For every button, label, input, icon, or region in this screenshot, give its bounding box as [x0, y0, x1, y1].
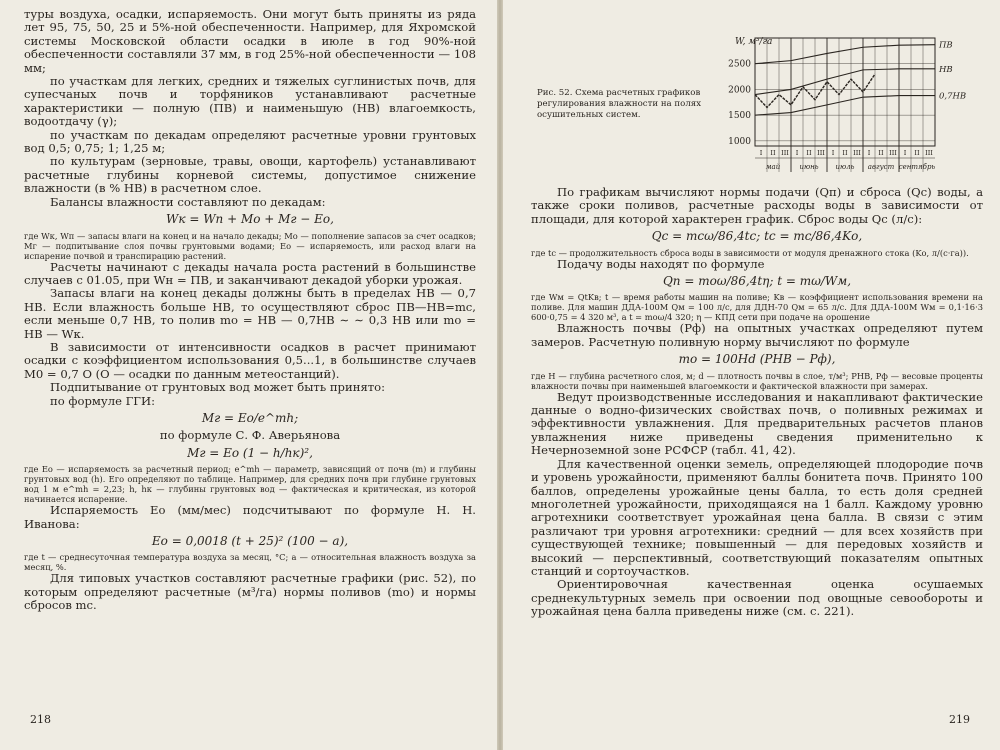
paragraph: Подпитывание от грунтовых вод может быть принято: [50, 380, 386, 395]
month-label: июнь [799, 163, 819, 171]
page-right [503, 0, 1000, 750]
right-page-text [531, 186, 983, 619]
month-label: сентябрь [898, 163, 936, 171]
paragraph: Для качественной оценки земель, определяющей плодородие почв и уровень урожайности, применяют баллы бонитета почв. Принято 100 баллов, определены урожайные цены балла, то есть доля средней многолетней урожайности, приходящаяся на 1 балл. Каждому уровню агротехники соответствует урожайная цена балла. В связи с этим различают три уровня агротехники: средний — для всех хозяйств при существующей технике; повышенный — для передовых хозяйств и высокий — перспективный, соответствующий показателям опытных станций и сортоучастков. [531, 456, 983, 578]
y-axis-label: W, м³/га [735, 37, 773, 47]
formula-notes: где Wм = QtKв; t — время работы машин на поливе; Kв — коэффициент использования времени на поливе. Для машин ДДА-100М Qм = 100 л/с, для ДДН-70 Qм = 65 л/с. Для ДДА-100М Wм = 0,1·16·3 600·0,75 = 4 320 м³, а t = mоω/4 320; η — КПД сети при подаче на орошение [531, 292, 983, 323]
decade-label: I [759, 149, 763, 157]
decade-label: II [842, 149, 848, 157]
y-tick-label: 2000 [728, 85, 751, 96]
decade-label: II [914, 149, 920, 157]
y-tick-label: 1500 [728, 111, 751, 122]
formula: Mг = Eо (1 − h/hк)², [187, 445, 313, 460]
paragraph: по участкам для легких, средних и тяжелых суглинистых почв, для супесчаных почв и торфяников устанавливают расчетные характеристики — полную (ПВ) и наименьшую (НВ) влагоемкость, водоотдачу (γ); [24, 74, 476, 129]
decade-label: II [806, 149, 812, 157]
formula-notes: где Wк, Wп — запасы влаги на конец и на начало декады; Mо — пополнение запасов за счет осадков; Mг — подпитывание слоя почвы грунтовыми водами; Eо — испаряемость, или расход влаги на испарение почвой и транспирацию растений. [24, 230, 476, 261]
month-label: август [867, 163, 895, 171]
paragraph: Влажность почвы (Pф) на опытных участках определяют путем замеров. Расчетную поливную норму вычисляют по формуле [531, 321, 983, 349]
paragraph: Ведут производственные исследования и накапливают фактические данные о водно-физических свойствах почв, о поливных режимах и эффективности увлажнения. Для предварительных расчетов планов увлажнения ниже приведены сведения применительно к Нечерноземной зоне РСФСР (табл. 41, 42). [531, 389, 983, 458]
decade-label: II [878, 149, 884, 157]
series-label: ПВ [939, 40, 953, 51]
paragraph: Ориентировочная качественная оценка осушаемых среднекультурных земель при освоении под овощные севообороты и урожайная цена балла приведены ниже (см. с. 221). [531, 577, 983, 619]
paragraph: по участкам по декадам определяют расчетные уровни грунтовых вод 0,5; 0,75; 1; 1,25 м; [24, 127, 476, 156]
formula: Qп = mоω/86,4tη; t = mω/Wм, [662, 274, 852, 289]
decade-label: I [831, 149, 835, 157]
formula-notes: где Eо — испаряемость за расчетный период; e^mh — параметр, зависящий от почв (m) и глубины грунтовых вод (h). Его определяют по таблице. Например, для средних почв при глубине грунтовых вод 1 м e^mh = 2,23; h, hк — глубины грунтовых вод — фактическая и критическая, из которой начинается испарение. [24, 464, 476, 505]
paragraph: туры воздуха, осадки, испаряемость. Они могут быть приняты из ряда лет 95, 75, 50, 25 и 5%-ной обеспеченности. Например, для Яхромской системы Московской области осадки в июле в год 90%-ной обеспеченности составляли 37 мм, в год 25%-ной обеспеченности — 108 мм; [24, 7, 476, 75]
decade-label: I [903, 149, 907, 157]
month-label: июль [835, 163, 855, 171]
formula: Eо = 0,0018 (t + 25)² (100 − a), [151, 534, 349, 548]
figure-52-chart [715, 30, 980, 175]
decade-label: I [867, 149, 871, 157]
formula: Qс = mсω/86,4tс; tс = mс/86,4Kо, [651, 229, 863, 244]
page-number-left: 218 [30, 713, 51, 726]
paragraph: по культурам (зерновые, травы, овощи, картофель) устанавливают расчетные глубины корневой системы, допустимое снижение влажности (в % НВ) в расчетном слое. [24, 154, 476, 196]
paragraph: по формуле ГГИ: [50, 393, 155, 408]
series-label: НВ [939, 64, 953, 75]
page-left [0, 0, 497, 750]
decade-label: II [770, 149, 776, 157]
decade-label: III [889, 149, 897, 157]
decade-label: I [795, 149, 799, 157]
decade-label: III [925, 149, 933, 157]
formula-notes: где H — глубина расчетного слоя, м; d — плотность почвы в слое, т/м³; PНВ, Pф — весовые проценты влажности почвы при наименьшей влагоемкости и фактической влажности при замерах. [531, 370, 983, 391]
paragraph: Для типовых участков составляют расчетные графики (рис. 52), по которым определяют расчетные (м³/га) нормы поливов (mо) и нормы сбросов mс. [24, 571, 476, 613]
formula: mо = 100Hd (PНВ − Pф), [678, 352, 836, 367]
figure-caption: Рис. 52. Схема расчетных графиков регулирования влажности на полях осушительных систем. [537, 88, 702, 120]
series-label: 0,7НВ [939, 91, 967, 102]
y-tick-label: 2500 [728, 59, 751, 70]
formula: Mг = Eо/e^mh; [201, 410, 299, 425]
paragraph: по формуле С. Ф. Аверьянова [159, 428, 341, 443]
paragraph: Запасы влаги на конец декады должны быть в пределах НВ — 0,7 НВ. Если влажность больше НВ, то осуществляют сброс ПВ—НВ=mс, если меньше 0,7 НВ, то полив mо = НВ — 0,7НВ ∼ ∼ 0,3 НВ или mо = НВ — Wк. [24, 286, 476, 341]
series-line-2 [755, 96, 935, 116]
decade-label: III [817, 149, 825, 157]
paragraph: Балансы влажности составляют по декадам: [50, 194, 326, 209]
paragraph: В зависимости от интенсивности осадков в расчет принимают осадки с коэффициентом использования 0,5...1, в большинстве случаев M0 = 0,7 O (O — осадки по данным метеостанций). [24, 339, 476, 381]
paragraph: По графикам вычисляют нормы подачи (Qп) и сброса (Qс) воды, а также сроки поливов, расчетные расходы воды в зависимости от площади, для которой характерен график. Сброс воды Qс (л/с): [531, 185, 983, 226]
month-label: май [765, 163, 781, 171]
left-page-text [24, 8, 476, 613]
paragraph: Расчеты начинают с декады начала роста растений в большинстве случаев с 01.05, при Wн = ПВ, и заканчивают декадой уборки урожая. [24, 259, 476, 287]
page-number-right: 219 [949, 713, 970, 726]
decade-label: III [853, 149, 861, 157]
formula: Wк = Wп + Mо + Mг − Eо, [166, 212, 334, 227]
paragraph: Подачу воды находят по формуле [557, 256, 765, 271]
formula-notes: где tс — продолжительность сброса воды в зависимости от модуля дренажного стока (Kо, л/(с·га)). [531, 247, 969, 258]
y-tick-label: 1000 [728, 136, 751, 147]
formula-notes: где t — среднесуточная температура воздуха за месяц, °C; a — относительная влажность воздуха за месяц, %. [24, 552, 476, 573]
decade-label: III [781, 149, 789, 157]
series-line-0 [755, 45, 935, 64]
paragraph: Испаряемость Eо (мм/мес) подсчитывают по формуле Н. Н. Иванова: [24, 503, 476, 531]
plot-frame [755, 38, 935, 146]
series-line-1 [755, 69, 935, 95]
